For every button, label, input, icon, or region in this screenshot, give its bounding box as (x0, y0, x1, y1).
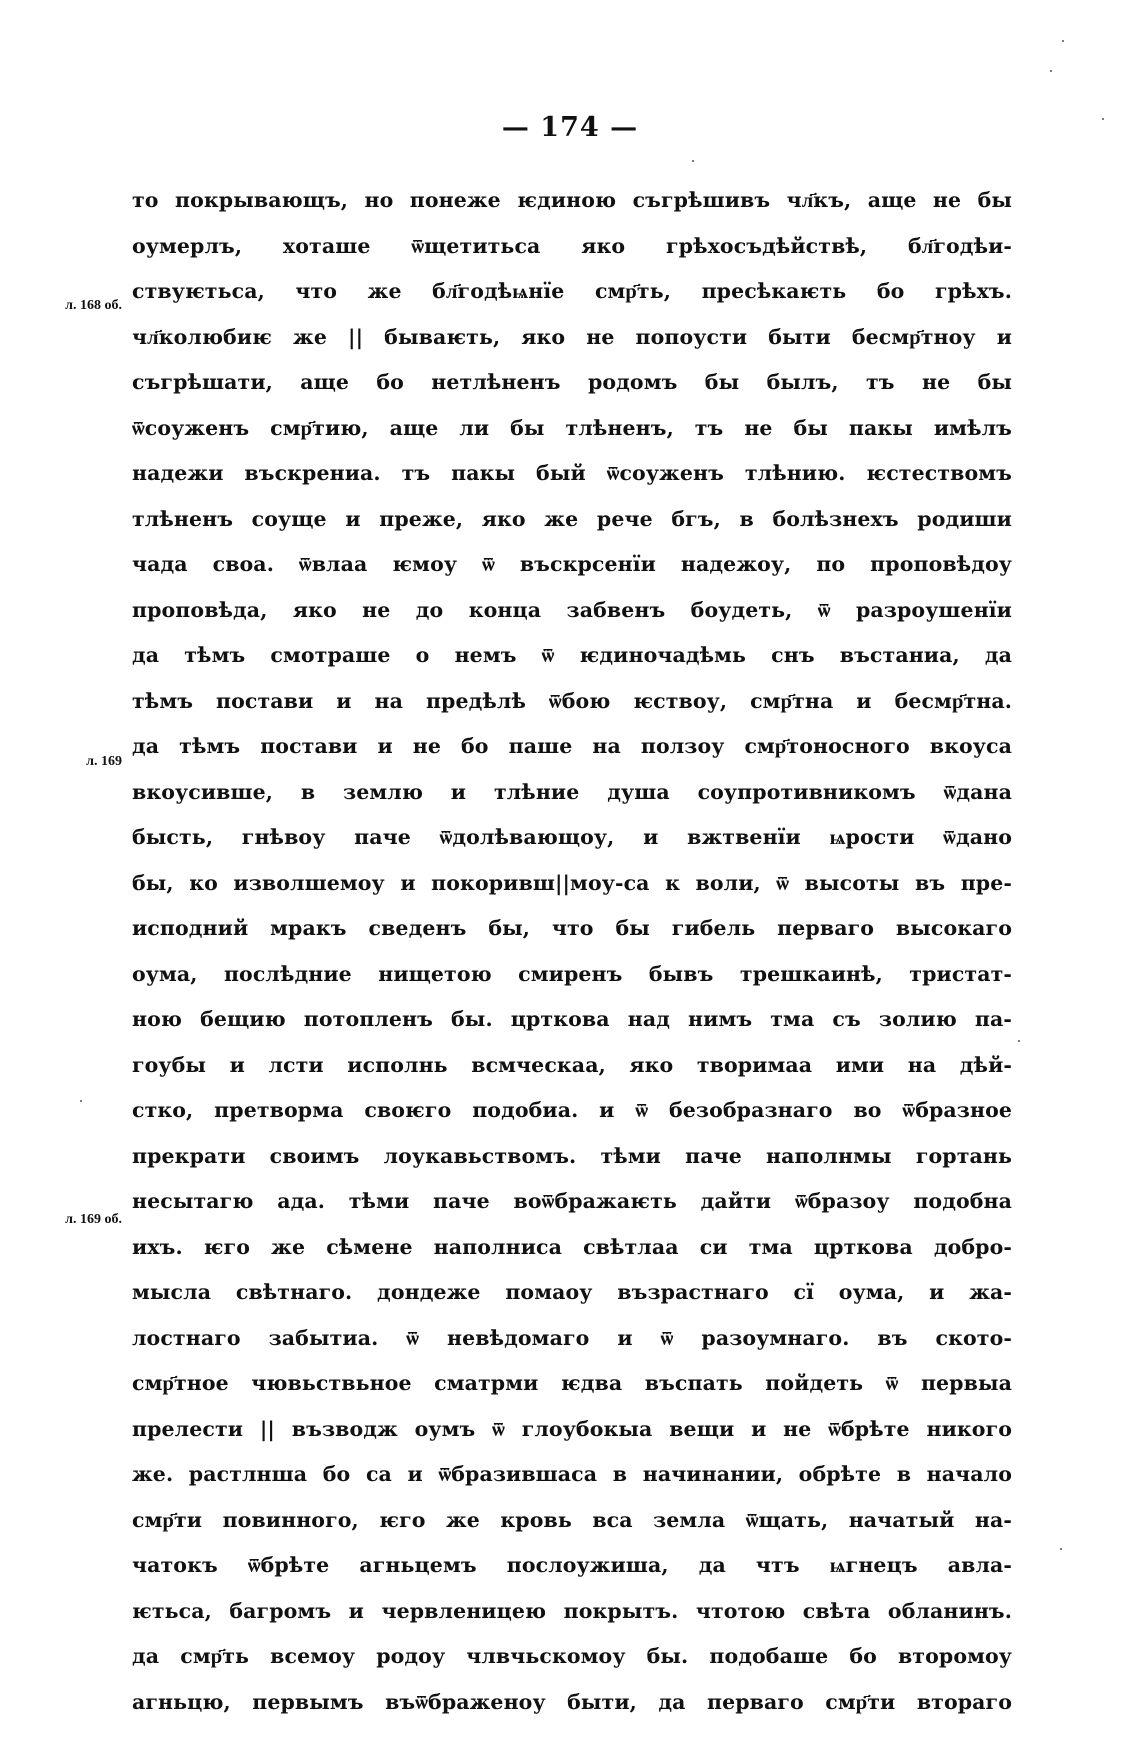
text-line: смр҃тное чювьствьное сматрми ѥдва въспать пойдеть ѿ первыа (132, 1371, 1012, 1395)
text-line: стко, претворма своѥго подобиа. и ѿ безобразнаго во ѿбразное (132, 1098, 1012, 1122)
text-line: мысла свѣтнаго. дондеже помаоу възрастнаго сї оума, и жа- (132, 1280, 1012, 1304)
text-line: съгрѣшати, аще бо нетлѣненъ родомъ бы былъ, тъ не бы (132, 370, 1012, 394)
margin-note-folio-169v: л. 169 об. (65, 1212, 122, 1227)
text-line: несытагю ада. тѣми паче воѿбражаѥть дайти ѿбразоу подобна (132, 1189, 1012, 1213)
scan-speck (1018, 1040, 1020, 1042)
text-line: проповѣда, яко не до конца забвенъ боудеть, ѿ разроушенїи (132, 597, 1012, 622)
text-line: да смр҃ть всемоу родоу члвчьскомоу бы. подобаше бо второмоу (132, 1644, 1012, 1668)
text-line: чатокъ ѿбрѣте агньцемъ послоужиша, да чтъ ѩгнецъ авла- (132, 1553, 1012, 1577)
text-line: да тѣмъ смотраше о немъ ѿ ѥдиночадѣмь снъ въстаниа, да (132, 643, 1012, 667)
text-line: чл҃колюбиѥ же || бываѥть, яко не попоусти быти бесмр҃тноу и (132, 324, 1012, 349)
scan-speck (1050, 70, 1052, 72)
page-number: — 174 — (501, 112, 639, 143)
text-line: прелести || възводж оумъ ѿ глоубокыа вещи и не ѿбрѣте никого (132, 1416, 1012, 1441)
text-line: бы, ко изволшемоу и покоривш||моу-са к воли, ѿ высоты въ пре- (132, 870, 1012, 895)
body-text (132, 178, 1012, 1725)
scan-speck (80, 1100, 82, 1102)
margin-note-folio-169: л. 169 (86, 754, 122, 769)
scan-speck (1060, 1548, 1062, 1550)
text-line: бысть, гнѣвоу паче ѿдолѣвающоу, и вжтвенїи ѩрости ѿдано (132, 825, 1012, 849)
text-line: лостнаго забытиа. ѿ невѣдомаго и ѿ разоумнаго. въ ското- (132, 1325, 1012, 1350)
text-line: агньцю, первымъ въѿбраженоу быти, да перваго смр҃ти втораго (132, 1689, 1012, 1714)
text-line: ѿсоуженъ смр҃тию, аще ли бы тлѣненъ, тъ не бы пакы имѣлъ (132, 415, 1012, 440)
text-line: тлѣненъ соуще и преже, яко же рече бгъ, в болѣзнехъ родиши (132, 506, 1012, 531)
scan-speck (1062, 40, 1064, 42)
text-line: то покрывающъ, но понеже ѥдиною съгрѣшивъ чл҃къ, аще не бы (132, 188, 1012, 212)
text-line: ѥтьса, багромъ и червленицею покрытъ. чтотою свѣта обланинъ. (132, 1598, 1012, 1623)
text-line: да тѣмъ постави и не бо паше на ползоу смр҃тоносного вкоуса (132, 734, 1012, 758)
scan-speck (1102, 118, 1104, 120)
text-line: надежи въскрениа. тъ пакы бый ѿсоуженъ тлѣнию. ѥстествомъ (132, 461, 1012, 485)
text-line: чада своа. ѿвлаа ѥмоу ѿ въскрсенїи надежоу, по проповѣдоу (132, 552, 1012, 576)
text-line: исподний мракъ сведенъ бы, что бы гибель перваго высокаго (132, 916, 1012, 940)
text-line: вкоусивше, в землю и тлѣние душа соупротивникомъ ѿдана (132, 779, 1012, 804)
margin-note-folio-168v: л. 168 об. (65, 298, 122, 313)
text-line: оумерлъ, хоташе ѿщетитьса яко грѣхосъдѣйствѣ, бл҃годѣи- (132, 233, 1012, 258)
text-line: ною бещию потопленъ бы. црткова над нимъ тма съ золию па- (132, 1007, 1012, 1031)
text-line: тѣмъ постави и на предѣлѣ ѿбою ѥствоу, смр҃тна и бесмр҃тна. (132, 688, 1012, 713)
text-line: гоубы и лсти исполнь всмческаа, яко творимаа ими на дѣй- (132, 1052, 1012, 1077)
text-line: оума, послѣдние нищетою смиренъ бывъ трешкаинѣ, тристат- (132, 961, 1012, 986)
text-line: смр҃ти повинного, ѥго же кровь вса земла ѿщать, начатый на- (132, 1507, 1012, 1532)
text-line: ствуѥтьса, что же бл҃годѣѩнїе смр҃ть, пресѣкаѥть бо грѣхъ. (132, 279, 1012, 303)
text-line: прекрати своимъ лоукавьствомъ. тѣми паче наполнмы гортань (132, 1143, 1012, 1168)
scan-speck (692, 160, 694, 162)
text-line: же. растлнша бо са и ѿбразившаса в начинании, обрѣте в начало (132, 1462, 1012, 1486)
text-line: ихъ. ѥго же сѣмене наполниса свѣтлаа си тма црткова добро- (132, 1234, 1012, 1259)
